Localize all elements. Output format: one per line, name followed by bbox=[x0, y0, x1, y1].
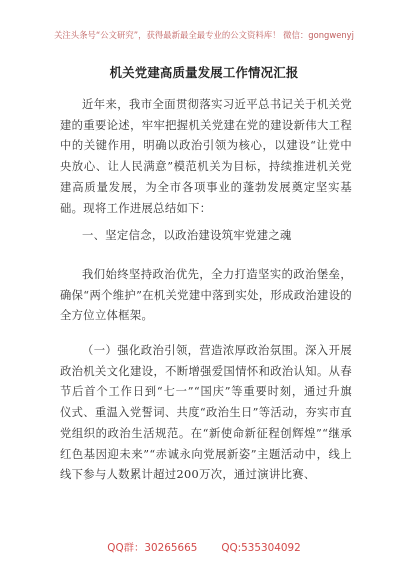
qq-contact-label: QQ:535304092 bbox=[221, 542, 301, 554]
footer-contact bbox=[0, 541, 408, 555]
section-heading: 一、坚定信念，以政治建设筑牢党建之魂 bbox=[82, 229, 292, 242]
qq-group-label: QQ群：30265665 bbox=[107, 542, 198, 554]
document-title: 机关党建高质量发展工作情况汇报 bbox=[109, 65, 299, 80]
paragraph-political-priority: 我们始终坚持政治优先，全力打造坚实的政治堡垒，确保“两个维护”在机关党建中落到实处，形成政治建设的全方位立体框架。 bbox=[60, 268, 352, 323]
paragraph-political-leadership: （一）强化政治引领，营造浓厚政治氛围。深入开展政治机关文化建设，不断增强爱国情怀和政治认知。从春节后首个工作日到“七一”“国庆”等重要时刻，通过升旗仪式、重温入党誓词、共度“政治生日”等活动，夯实市直党组织的政治生活规范。在“新使命新征程创辉煌”“继承红色基因迎未来”“赤诚永向党展新姿”主题活动中，线上线下参与人数累计超过200万次，通过演讲比赛、 bbox=[60, 344, 352, 482]
header-note: 关注头条号“公文研究”，获得最新最全最专业的公文资料库！ 微信：gongwenyj bbox=[54, 30, 354, 40]
paragraph-intro: 近年来，我市全面贯彻落实习近平总书记关于机关党建的重要论述，牢牢把握机关党建在党的建设新伟大工程中的关键作用，明确以政治引领为核心，以建设“让党中央放心、让人民满意”模范机关为目标，持续推进机关党建高质量发展，为全市各项事业的蓬勃发展奠定坚实基础。现将工作进展总结如下： bbox=[60, 98, 352, 215]
